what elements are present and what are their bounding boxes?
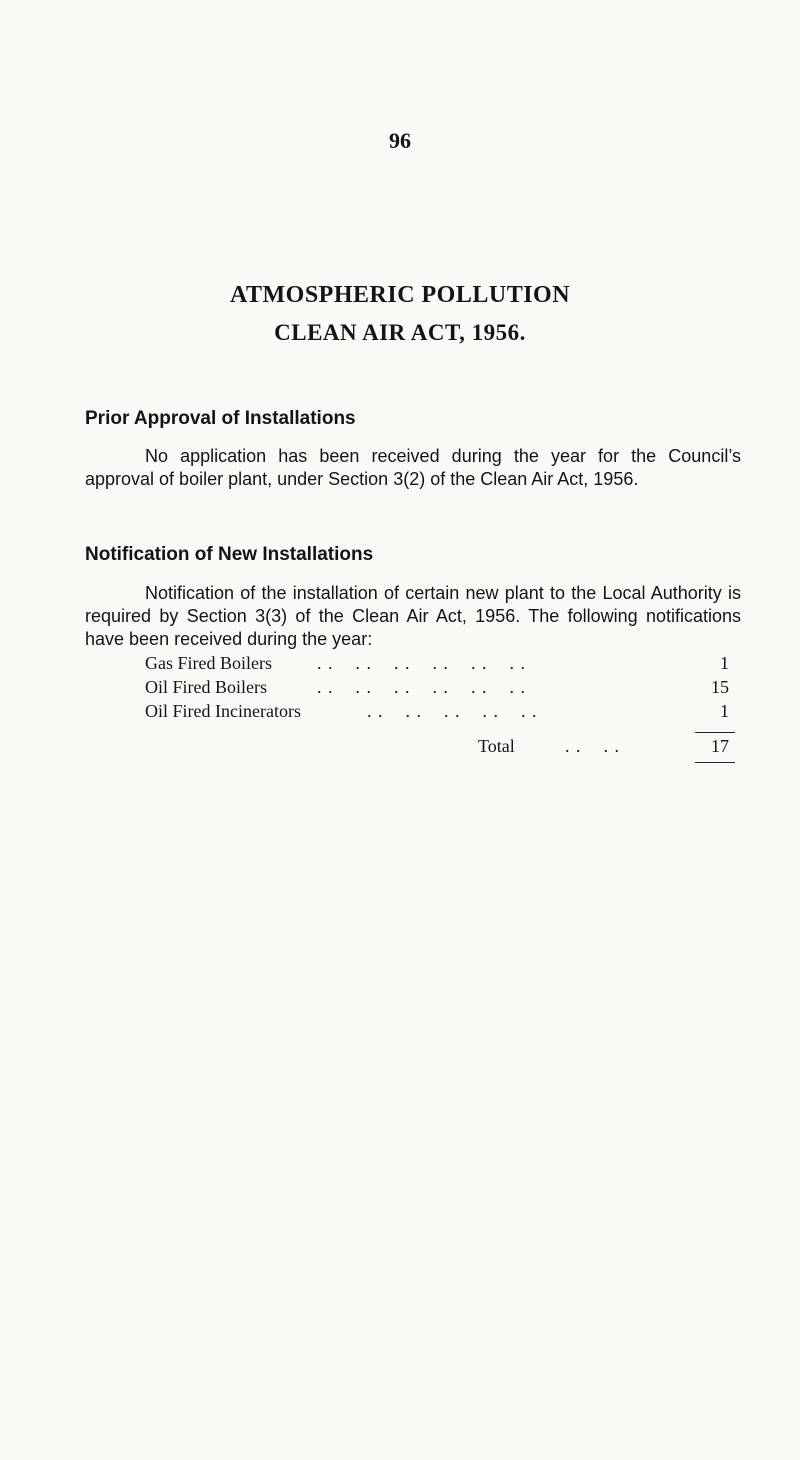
notification-value: 1 [720,653,729,673]
notification-row [145,653,729,677]
section-heading-notification: Notification of New Installations [85,544,374,565]
sum-rule-top [695,732,735,733]
leader-dots: . . . . . . . . . . [345,701,538,721]
notification-value: 1 [720,701,729,721]
total-row [0,736,800,760]
leader-dots: . . . . . . . . . . . . [317,677,526,697]
notification-label: Gas Fired Boilers [145,653,272,673]
total-label: Total [478,736,515,756]
notification-value: 15 [711,677,729,697]
notification-row [145,701,729,725]
total-value: 17 [711,736,729,756]
leader-dots: . . . . [565,736,620,756]
notification-row [145,677,729,701]
document-subtitle: CLEAN AIR ACT, 1956. [274,320,526,345]
section-heading-prior-approval: Prior Approval of Installations [85,408,356,429]
sum-rule-bottom [695,762,735,763]
notification-label: Oil Fired Boilers [145,677,267,697]
section-text-prior-approval: No application has been received during the year for the Council’s approval of boiler plant, under Section 3(2) of the Clean Air Act, 1956. [85,446,741,489]
page-number: 96 [389,128,411,153]
notification-label: Oil Fired Incinerators [145,701,301,721]
document-title: ATMOSPHERIC POLLUTION [229,282,571,308]
section-text-notification: Notification of the installation of certain new plant to the Local Authority is required by Section 3(3) of the Clean Air Act, 1956. The following notifications have been received during the year: [85,583,741,649]
leader-dots: . . . . . . . . . . . . [317,653,526,673]
